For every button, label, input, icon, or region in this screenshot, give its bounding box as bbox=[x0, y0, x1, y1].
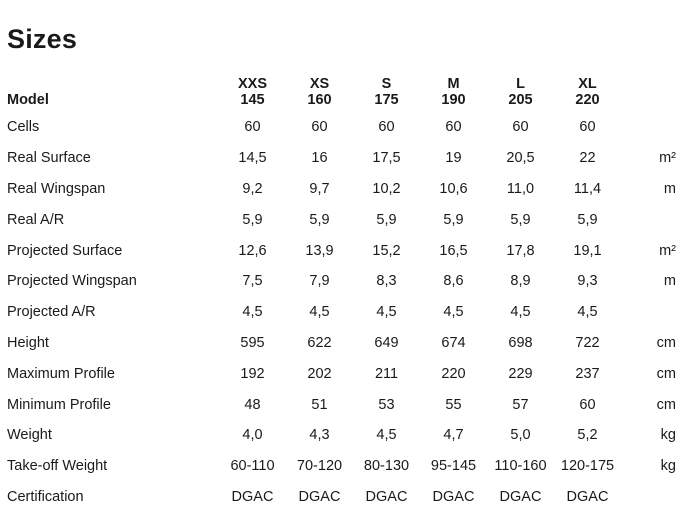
unit-spacer bbox=[621, 70, 676, 92]
cell-value: 14,5 bbox=[238, 150, 267, 167]
cell-value: 7,9 bbox=[309, 273, 330, 290]
cell-value: 220 bbox=[441, 365, 466, 382]
cell-value: 7,5 bbox=[242, 273, 263, 290]
cell-value: 8,6 bbox=[443, 273, 464, 290]
cell-value: 120-175 bbox=[560, 458, 615, 475]
cell-value: 9,7 bbox=[309, 180, 330, 197]
cell-value: 15,2 bbox=[372, 242, 401, 259]
row-label: Take-off Weight bbox=[7, 458, 108, 475]
cell-value: 4,5 bbox=[309, 304, 330, 321]
size-number: 205 bbox=[508, 92, 533, 108]
row-unit: m² bbox=[659, 150, 676, 167]
table-row bbox=[0, 328, 676, 359]
row-label: Weight bbox=[7, 427, 52, 444]
size-code: S bbox=[381, 76, 392, 92]
cell-value: 5,9 bbox=[577, 211, 598, 228]
table-row bbox=[0, 482, 676, 513]
cell-value: 51 bbox=[311, 396, 328, 413]
cell-value: 70-120 bbox=[296, 458, 343, 475]
row-unit: m² bbox=[659, 242, 676, 259]
cell-value: 4,5 bbox=[242, 304, 263, 321]
cell-value: 8,3 bbox=[376, 273, 397, 290]
cell-value: 17,8 bbox=[506, 242, 535, 259]
cell-value: DGAC bbox=[499, 488, 542, 505]
size-code: XL bbox=[578, 76, 597, 92]
cell-value: 16 bbox=[311, 150, 328, 167]
row-label: Height bbox=[7, 334, 49, 351]
cell-value: 4,5 bbox=[376, 304, 397, 321]
cell-value: 211 bbox=[374, 365, 399, 382]
cell-value: 4,5 bbox=[443, 304, 464, 321]
table-row bbox=[0, 358, 676, 389]
row-unit bbox=[621, 204, 676, 235]
row-label: Maximum Profile bbox=[7, 365, 115, 382]
table-row bbox=[0, 297, 676, 328]
cell-value: 202 bbox=[307, 365, 332, 382]
cell-value: 5,2 bbox=[577, 427, 598, 444]
cell-value: DGAC bbox=[566, 488, 609, 505]
cell-value: 48 bbox=[244, 396, 261, 413]
cell-value: 19 bbox=[445, 150, 462, 167]
cell-value: 698 bbox=[508, 334, 533, 351]
cell-value: 4,7 bbox=[443, 427, 464, 444]
row-unit: m bbox=[663, 180, 676, 197]
cell-value: 55 bbox=[445, 396, 462, 413]
row-unit bbox=[621, 482, 676, 513]
cell-value: 22 bbox=[579, 150, 596, 167]
cell-value: 5,9 bbox=[242, 211, 263, 228]
cell-value: 60 bbox=[579, 396, 596, 413]
cell-value: 4,5 bbox=[577, 304, 598, 321]
row-label: Projected A/R bbox=[7, 304, 96, 321]
row-label: Minimum Profile bbox=[7, 396, 111, 413]
size-number: 160 bbox=[307, 92, 332, 108]
cell-value: 595 bbox=[240, 334, 265, 351]
cell-value: 4,3 bbox=[309, 427, 330, 444]
row-unit bbox=[621, 112, 676, 143]
cell-value: 10,6 bbox=[439, 180, 468, 197]
row-label: Real Wingspan bbox=[7, 180, 106, 197]
cell-value: 11,0 bbox=[506, 180, 535, 197]
page-title: Sizes bbox=[7, 24, 78, 54]
cell-value: 20,5 bbox=[506, 150, 535, 167]
cell-value: 95-145 bbox=[430, 458, 477, 475]
cell-value: 229 bbox=[508, 365, 533, 382]
row-unit: kg bbox=[660, 458, 676, 475]
row-label: Certification bbox=[7, 488, 84, 505]
cell-value: 5,9 bbox=[443, 211, 464, 228]
size-number: 190 bbox=[441, 92, 466, 108]
table-row bbox=[0, 451, 676, 482]
row-unit: cm bbox=[656, 334, 676, 351]
row-label: Real Surface bbox=[7, 150, 91, 167]
cell-value: 60 bbox=[445, 119, 462, 136]
model-row bbox=[0, 92, 676, 112]
row-unit: cm bbox=[656, 365, 676, 382]
size-code: XS bbox=[309, 76, 330, 92]
table-row bbox=[0, 235, 676, 266]
cell-value: DGAC bbox=[432, 488, 475, 505]
cell-value: 60 bbox=[244, 119, 261, 136]
cell-value: 13,9 bbox=[305, 242, 334, 259]
size-number: 220 bbox=[575, 92, 600, 108]
size-code: M bbox=[447, 76, 460, 92]
size-code: XXS bbox=[237, 76, 267, 92]
table-row bbox=[0, 420, 676, 451]
cell-value: 622 bbox=[307, 334, 332, 351]
size-code-row bbox=[0, 70, 676, 92]
cell-value: 53 bbox=[378, 396, 395, 413]
table-row bbox=[0, 174, 676, 205]
cell-value: 9,2 bbox=[242, 180, 263, 197]
row-unit: kg bbox=[660, 427, 676, 444]
size-number: 175 bbox=[374, 92, 399, 108]
size-number: 145 bbox=[240, 92, 265, 108]
table-row bbox=[0, 266, 676, 297]
row-label: Projected Surface bbox=[7, 242, 123, 259]
cell-value: 4,0 bbox=[242, 427, 263, 444]
cell-value: 5,0 bbox=[510, 427, 531, 444]
size-code: L bbox=[516, 76, 525, 92]
cell-value: 16,5 bbox=[439, 242, 468, 259]
cell-value: 60-110 bbox=[230, 458, 275, 475]
cell-value: 17,5 bbox=[372, 150, 401, 167]
cell-value: DGAC bbox=[298, 488, 341, 505]
cell-value: 60 bbox=[579, 119, 596, 136]
cell-value: 19,1 bbox=[573, 242, 602, 259]
cell-value: 57 bbox=[512, 396, 529, 413]
cell-value: 5,9 bbox=[376, 211, 397, 228]
cell-value: 4,5 bbox=[376, 427, 397, 444]
cell-value: 80-130 bbox=[363, 458, 410, 475]
cell-value: DGAC bbox=[231, 488, 274, 505]
row-unit: cm bbox=[656, 396, 676, 413]
cell-value: 192 bbox=[240, 365, 265, 382]
table-row bbox=[0, 389, 676, 420]
cell-value: DGAC bbox=[365, 488, 408, 505]
unit-spacer bbox=[621, 92, 676, 112]
cell-value: 5,9 bbox=[510, 211, 531, 228]
row-label: Cells bbox=[7, 119, 40, 136]
row-unit bbox=[621, 297, 676, 328]
cell-value: 60 bbox=[378, 119, 395, 136]
cell-value: 5,9 bbox=[309, 211, 330, 228]
table-row bbox=[0, 112, 676, 143]
header-spacer bbox=[0, 70, 219, 92]
table-row bbox=[0, 204, 676, 235]
cell-value: 110-160 bbox=[494, 458, 547, 475]
cell-value: 8,9 bbox=[510, 273, 531, 290]
sizes-table bbox=[0, 70, 676, 512]
cell-value: 60 bbox=[512, 119, 529, 136]
cell-value: 722 bbox=[575, 334, 600, 351]
cell-value: 237 bbox=[575, 365, 600, 382]
cell-value: 4,5 bbox=[510, 304, 531, 321]
cell-value: 12,6 bbox=[238, 242, 267, 259]
cell-value: 9,3 bbox=[577, 273, 598, 290]
cell-value: 60 bbox=[311, 119, 328, 136]
row-label: Projected Wingspan bbox=[7, 273, 137, 290]
cell-value: 11,4 bbox=[573, 180, 602, 197]
row-unit: m bbox=[663, 273, 676, 290]
cell-value: 674 bbox=[441, 334, 466, 351]
row-label: Real A/R bbox=[7, 211, 65, 228]
table-row bbox=[0, 143, 676, 174]
model-label: Model bbox=[7, 92, 49, 108]
cell-value: 649 bbox=[374, 334, 399, 351]
cell-value: 10,2 bbox=[372, 180, 401, 197]
